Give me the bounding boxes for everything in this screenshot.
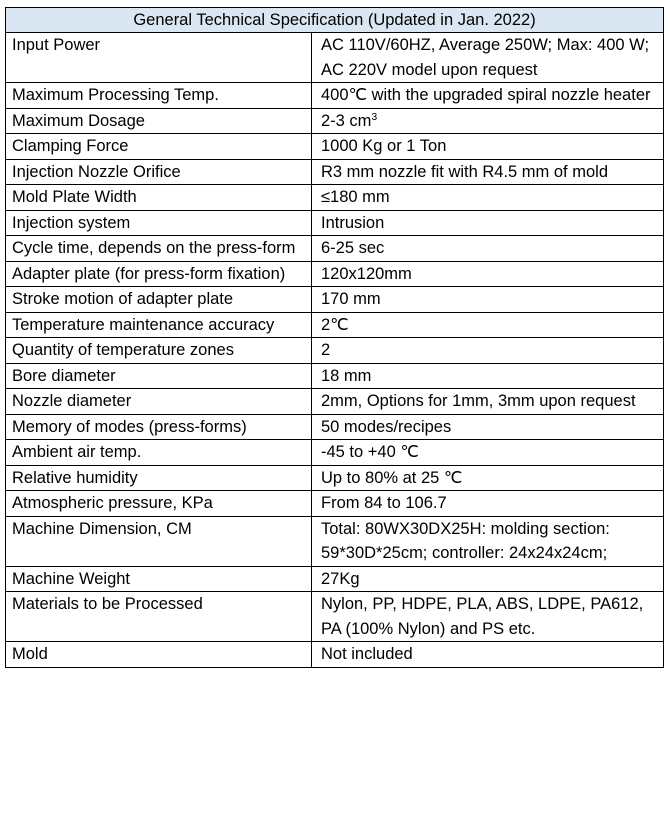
- table-row: [6, 261, 664, 287]
- table-row: [6, 287, 664, 313]
- spec-label: Mold Plate Width: [6, 185, 312, 211]
- spec-value: 2: [312, 338, 664, 364]
- spec-value: Nylon, PP, HDPE, PLA, ABS, LDPE, PA612, PA (100% Nylon) and PS etc.: [312, 592, 664, 642]
- table-row: [6, 210, 664, 236]
- spec-value-superscript: 3: [371, 111, 378, 123]
- spec-value: Up to 80% at 25 ℃: [312, 465, 664, 491]
- table-row: [6, 363, 664, 389]
- spec-value: AC 110V/60HZ, Average 250W; Max: 400 W; AC 220V model upon request: [312, 33, 664, 83]
- spec-value-text: 2-3 cm: [321, 111, 372, 130]
- table-row: [6, 185, 664, 211]
- spec-value: 170 mm: [312, 287, 664, 313]
- spec-value: 50 modes/recipes: [312, 414, 664, 440]
- spec-table-body: [6, 33, 664, 668]
- spec-label: Injection system: [6, 210, 312, 236]
- table-row: [6, 108, 664, 134]
- spec-value: 400℃ with the upgraded spiral nozzle heater: [312, 83, 664, 109]
- table-row: [6, 414, 664, 440]
- spec-value: 18 mm: [312, 363, 664, 389]
- table-row: [6, 642, 664, 668]
- spec-label: Memory of modes (press-forms): [6, 414, 312, 440]
- spec-value: Total: 80WX30DX25H: molding section: 59*30D*25cm; controller: 24x24x24cm;: [312, 516, 664, 566]
- spec-value: 120x120mm: [312, 261, 664, 287]
- spec-label: Injection Nozzle Orifice: [6, 159, 312, 185]
- spec-value: Not included: [312, 642, 664, 668]
- spec-label: Input Power: [6, 33, 312, 83]
- table-title: General Technical Specification (Updated in Jan. 2022): [6, 8, 664, 33]
- table-row: [6, 592, 664, 642]
- spec-label: Bore diameter: [6, 363, 312, 389]
- spec-label: Relative humidity: [6, 465, 312, 491]
- spec-label: Nozzle diameter: [6, 389, 312, 415]
- spec-table: [5, 7, 664, 668]
- spec-label: Atmospheric pressure, KPa: [6, 491, 312, 517]
- spec-label: Machine Weight: [6, 566, 312, 592]
- spec-value: 2mm, Options for 1mm, 3mm upon request: [312, 389, 664, 415]
- table-row: [6, 33, 664, 83]
- spec-label: Stroke motion of adapter plate: [6, 287, 312, 313]
- spec-label: Quantity of temperature zones: [6, 338, 312, 364]
- table-row: [6, 159, 664, 185]
- spec-label: Machine Dimension, CM: [6, 516, 312, 566]
- spec-label: Maximum Dosage: [6, 108, 312, 134]
- table-row: [6, 236, 664, 262]
- spec-value: ≤180 mm: [312, 185, 664, 211]
- spec-value: R3 mm nozzle fit with R4.5 mm of mold: [312, 159, 664, 185]
- spec-value: 1000 Kg or 1 Ton: [312, 134, 664, 160]
- table-row: [6, 566, 664, 592]
- spec-label: Temperature maintenance accuracy: [6, 312, 312, 338]
- spec-value: [312, 108, 664, 134]
- spec-value: -45 to +40 ℃: [312, 440, 664, 466]
- table-row: [6, 440, 664, 466]
- spec-label: Mold: [6, 642, 312, 668]
- spec-label: Cycle time, depends on the press-form: [6, 236, 312, 262]
- table-header-row: [6, 8, 664, 33]
- spec-label: Ambient air temp.: [6, 440, 312, 466]
- spec-label: Maximum Processing Temp.: [6, 83, 312, 109]
- table-row: [6, 83, 664, 109]
- spec-label: Clamping Force: [6, 134, 312, 160]
- spec-value: Intrusion: [312, 210, 664, 236]
- table-row: [6, 389, 664, 415]
- spec-value: From 84 to 106.7: [312, 491, 664, 517]
- table-row: [6, 312, 664, 338]
- spec-label: Materials to be Processed: [6, 592, 312, 642]
- table-row: [6, 491, 664, 517]
- table-row: [6, 338, 664, 364]
- spec-value: 2℃: [312, 312, 664, 338]
- table-row: [6, 134, 664, 160]
- spec-value: 27Kg: [312, 566, 664, 592]
- table-row: [6, 465, 664, 491]
- spec-label: Adapter plate (for press-form fixation): [6, 261, 312, 287]
- spec-value: 6-25 sec: [312, 236, 664, 262]
- table-row: [6, 516, 664, 566]
